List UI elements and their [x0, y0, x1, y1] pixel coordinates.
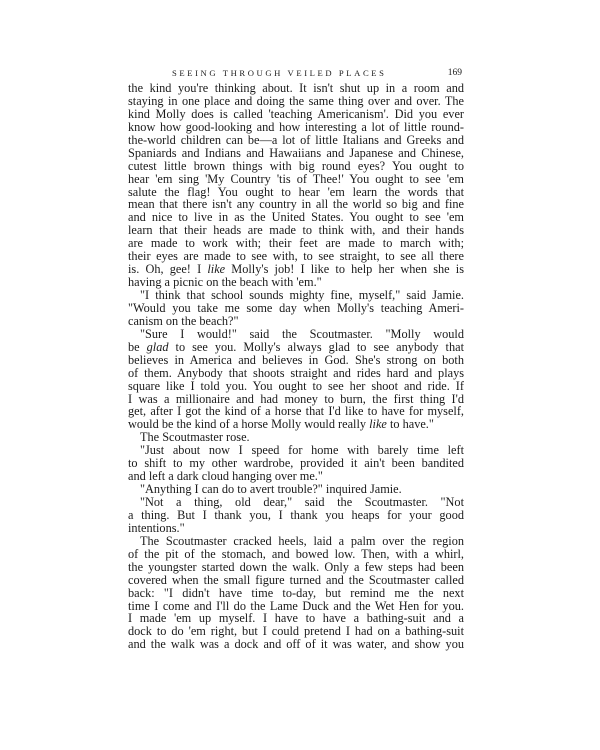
text-line: of the pit of the stomach, and bowed low. Then, with a whirl, — [128, 546, 464, 561]
text-line: kind Molly does is called 'teaching Americanism'. Did you ever — [128, 106, 464, 121]
text-line: learn that their heads are made to think with, and their hands — [128, 223, 464, 238]
text-line: "Not a thing, old dear," said the Scoutmaster. "Not — [140, 495, 464, 509]
text-line: "Would you take me some day when Molly's teaching Ameri- — [128, 300, 464, 315]
text-line: to shift to my other wardrobe, provided it ain't been bandited — [128, 456, 464, 471]
text-line: intentions." — [128, 520, 185, 535]
text-line: get, after I got the kind of a horse that I'd like to have for myself, — [128, 404, 464, 419]
text-line: are made to work with; their feet are made to march with; — [128, 236, 464, 251]
text-line: time I come and I'll do the Lame Duck and the Wet Hen for you. — [128, 598, 464, 613]
running-head: SEEING THROUGH VEILED PLACES — [172, 68, 387, 78]
text-line: back: "I didn't have time to-day, but remind me the next — [128, 585, 464, 600]
page-header — [128, 68, 462, 82]
text-line: staying in one place and doing the same thing over and over. The — [128, 93, 464, 108]
text-line: cutest little brown things with big round eyes? You ought to — [128, 158, 464, 173]
text-line: "I think that school sounds mighty fine, myself," said Jamie. — [140, 288, 464, 302]
text-line: the youngster started down the walk. Only a few steps had been — [128, 559, 464, 574]
text-line: having a picnic on the beach with 'em." — [128, 275, 322, 290]
text-line: their eyes are made to see with, to see straight, to see all there — [128, 249, 464, 264]
text-line: "Sure I would!" said the Scoutmaster. "Molly would — [140, 326, 464, 341]
text-line: The Scoutmaster rose. — [140, 430, 250, 445]
text-line: and the walk was a dock and off of it was water, and show you — [128, 637, 464, 652]
text-line: dock to do 'em right, but I could pretend I had on a bathing-suit — [128, 624, 464, 639]
text-line: know how good-looking and how interesting a lot of little round- — [128, 119, 464, 134]
page-number: 169 — [447, 68, 462, 78]
body-text — [128, 82, 464, 651]
text-line: the-world children can be—a lot of little Italians and Greeks and — [128, 132, 464, 147]
text-line: and nice to live in as the United States. You ought to see 'em — [128, 210, 464, 225]
text-line: hear 'em sing 'My Country 'tis of Thee!' You ought to see 'em — [128, 171, 464, 186]
text-line: The Scoutmaster cracked heels, laid a palm over the region — [140, 533, 464, 548]
text-line: I made 'em up myself. I have to have a bathing-suit and a — [128, 611, 464, 626]
text-line: Spaniards and Indians and Hawaiians and Japanese and Chinese, — [128, 145, 464, 160]
text-line: and left a dark cloud hanging over me." — [128, 469, 323, 484]
text-line: canism on the beach?" — [128, 313, 239, 328]
text-line: is. Oh, gee! I like Molly's job! I like to help her when she is — [128, 262, 464, 277]
text-line: salute the flag! You ought to hear 'em learn the words that — [128, 184, 464, 199]
text-line: would be the kind of a horse Molly would really like to have." — [128, 417, 434, 432]
text-line: "Anything I can do to avert trouble?" inquired Jamie. — [140, 482, 402, 497]
text-line: the kind you're thinking about. It isn't shut up in a room and — [128, 81, 464, 95]
text-line: be glad to see you. Molly's always glad to see anybody that — [128, 339, 464, 354]
text-line: I was a millionaire and had money to burn, the first thing I'd — [128, 391, 464, 406]
text-line: mean that there isn't any country in all the world so big and fine — [128, 197, 464, 212]
text-line: "Just about now I speed for home with barely time left — [140, 443, 464, 458]
text-line: a thing. But I thank you, I thank you heaps for your good — [128, 507, 464, 522]
text-line: of them. Anybody that shoots straight and rides hard and plays — [128, 365, 464, 380]
text-line: square like I told you. You ought to see her shoot and ride. If — [128, 378, 464, 393]
text-line: believes in America and believes in God. She's strong on both — [128, 352, 464, 367]
text-line: covered when the small figure turned and the Scoutmaster called — [128, 572, 464, 587]
